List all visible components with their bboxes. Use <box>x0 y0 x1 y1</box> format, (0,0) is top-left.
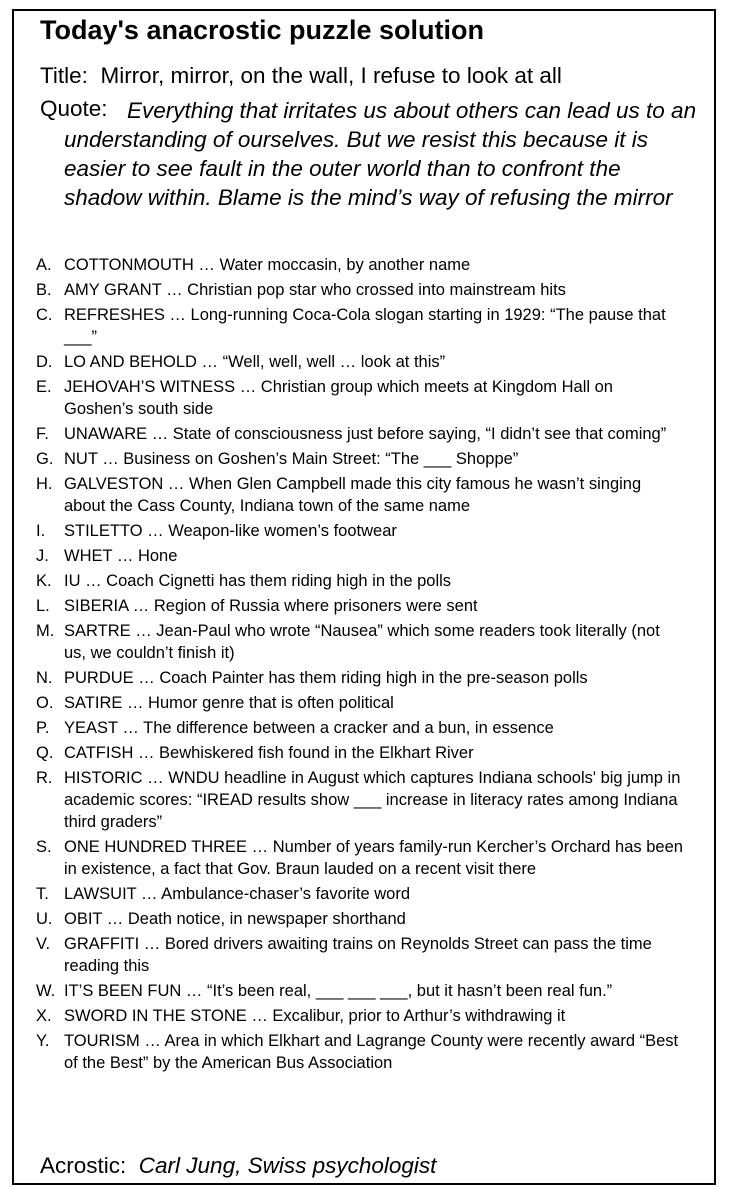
acrostic-label: Acrostic: <box>40 1153 127 1178</box>
clue-letter: A. <box>36 256 52 274</box>
clue-text: SATIRE … Humor genre that is often political <box>64 694 394 712</box>
clue-item <box>36 520 686 542</box>
clue-item <box>36 448 686 470</box>
clue-item <box>36 883 686 905</box>
clue-letter: C. <box>36 306 53 324</box>
clue-text: AMY GRANT … Christian pop star who crossed into mainstream hits <box>64 281 566 299</box>
clue-item <box>36 767 686 833</box>
title-text: Mirror, mirror, on the wall, I refuse to look at all <box>100 63 562 88</box>
clue-item <box>36 742 686 764</box>
quote-label: Quote: <box>40 96 108 121</box>
clue-letter: F. <box>36 425 49 443</box>
title-label: Title: <box>40 63 88 88</box>
clue-item <box>36 570 686 592</box>
clue-item <box>36 351 686 373</box>
clue-letter: U. <box>36 910 53 928</box>
clue-letter: I. <box>36 522 46 540</box>
clue-item <box>36 933 686 977</box>
clue-item <box>36 667 686 689</box>
clue-letter: N. <box>36 669 53 687</box>
clue-text: WHET … Hone <box>64 547 178 565</box>
clue-text: STILETTO … Weapon-like women’s footwear <box>64 522 397 540</box>
acrostic-text: Carl Jung, Swiss psychologist <box>138 1153 437 1178</box>
clue-text: PURDUE … Coach Painter has them riding high in the pre-season polls <box>64 669 588 687</box>
clue-letter: O. <box>36 694 54 712</box>
clue-text: SWORD IN THE STONE … Excalibur, prior to Arthur’s withdrawing it <box>64 1007 566 1025</box>
clue-letter: P. <box>36 719 50 737</box>
clue-letter: R. <box>36 769 53 787</box>
clue-text: UNAWARE … State of consciousness just before saying, “I didn’t see that coming” <box>64 425 667 443</box>
clue-text: GRAFFITI … Bored drivers awaiting trains on Reynolds Street can pass the time reading this <box>64 935 652 975</box>
clue-letter: B. <box>36 281 52 299</box>
clue-item <box>36 304 686 348</box>
clue-letter: X. <box>36 1007 52 1025</box>
page-title: Today's anacrostic puzzle solution <box>40 15 484 45</box>
clue-text: LO AND BEHOLD … “Well, well, well … look at this” <box>64 353 446 371</box>
clue-letter: M. <box>36 622 55 640</box>
clue-text: REFRESHES … Long-running Coca-Cola slogan starting in 1929: “The pause that ___” <box>64 306 666 346</box>
clue-item <box>36 1005 686 1027</box>
clue-text: YEAST … The difference between a cracker and a bun, in essence <box>64 719 554 737</box>
clue-text: COTTONMOUTH … Water moccasin, by another name <box>64 256 471 274</box>
clue-text: SIBERIA … Region of Russia where prisoners were sent <box>64 597 478 615</box>
clue-item <box>36 836 686 880</box>
clue-text: LAWSUIT … Ambulance-chaser’s favorite word <box>64 885 411 903</box>
clue-letter: J. <box>36 547 49 565</box>
clue-letter: Y. <box>36 1032 50 1050</box>
clue-item <box>36 692 686 714</box>
clue-text: OBIT … Death notice, in newspaper shorthand <box>64 910 406 928</box>
clue-text: ONE HUNDRED THREE … Number of years family-run Kercher’s Orchard has been in existence, a fact that Gov. Braun lauded on a recent visit there <box>64 838 683 878</box>
clue-item <box>36 279 686 301</box>
clue-letter: Q. <box>36 744 54 762</box>
clue-item <box>36 717 686 739</box>
clue-item <box>36 620 686 664</box>
clue-item <box>36 980 686 1002</box>
clue-letter: G. <box>36 450 54 468</box>
clue-item <box>36 595 686 617</box>
clue-item <box>36 376 686 420</box>
clue-letter: T. <box>36 885 49 903</box>
quote-text: Everything that irritates us about others can lead us to an understanding of ourselves. But we resist this because it is easier to see fault in the outer world than to confront the shadow within. Blame is the mind’s way of refusing the mirror <box>64 98 697 210</box>
clue-text: TOURISM … Area in which Elkhart and Lagrange County were recently award “Best of the Best” by the American Bus Association <box>64 1032 679 1072</box>
clue-item <box>36 423 686 445</box>
clue-item <box>36 254 686 276</box>
clue-letter: E. <box>36 378 52 396</box>
clue-letter: S. <box>36 838 52 856</box>
clue-letter: L. <box>36 597 50 615</box>
puzzle-title-line <box>40 63 562 89</box>
clue-letter: W. <box>36 982 56 1000</box>
acrostic-line <box>40 1153 436 1179</box>
clue-text: GALVESTON … When Glen Campbell made this city famous he wasn’t singing about the Cass County, Indiana town of the same name <box>64 475 642 515</box>
clue-text: CATFISH … Bewhiskered fish found in the Elkhart River <box>64 744 474 762</box>
clue-letter: H. <box>36 475 53 493</box>
clue-text: JEHOVAH’S WITNESS … Christian group which meets at Kingdom Hall on Goshen’s south side <box>64 378 613 418</box>
clue-text: SARTRE … Jean-Paul who wrote “Nausea” which some readers took literally (not us, we couldn’t finish it) <box>64 622 660 662</box>
clue-letter: V. <box>36 935 51 953</box>
clue-item <box>36 473 686 517</box>
clue-text: IT’S BEEN FUN … “It’s been real, ___ ___ ___, but it hasn’t been real fun.” <box>64 982 613 1000</box>
clue-item <box>36 908 686 930</box>
clue-item <box>36 1030 686 1074</box>
clue-letter: K. <box>36 572 52 590</box>
clue-item <box>36 545 686 567</box>
clue-list <box>36 254 686 1077</box>
clue-text: NUT … Business on Goshen’s Main Street: “The ___ Shoppe” <box>64 450 519 468</box>
clue-text: HISTORIC … WNDU headline in August which captures Indiana schools' big jump in academic scores: “IREAD results show ___ increase in literacy rates among Indiana third graders” <box>64 769 681 831</box>
clue-letter: D. <box>36 353 53 371</box>
clue-text: IU … Coach Cignetti has them riding high in the polls <box>64 572 452 590</box>
